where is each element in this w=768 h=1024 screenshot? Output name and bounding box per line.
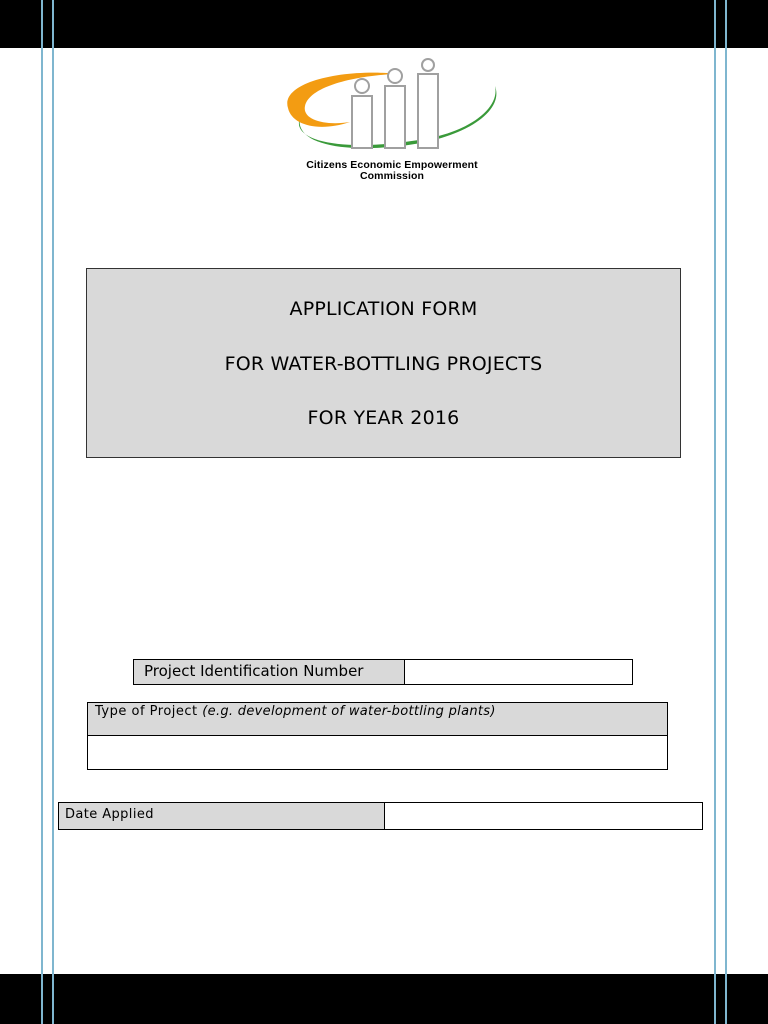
left-margin-line-inner [52, 0, 54, 1024]
date-applied-label: Date Applied [59, 803, 385, 829]
type-of-project-header [88, 703, 667, 736]
logo-caption-line1: Citizens Economic Empowerment [306, 159, 478, 171]
type-of-project-hint: (e.g. development of water-bottling plants) [202, 704, 496, 719]
logo-caption-line2: Commission [359, 170, 424, 182]
date-applied-field[interactable] [385, 803, 702, 829]
title-line-3: FOR YEAR 2016 [307, 407, 460, 429]
logo-caption [268, 160, 516, 182]
title-line-1: APPLICATION FORM [289, 298, 478, 320]
project-id-row [133, 659, 633, 685]
type-of-project-field[interactable] [88, 736, 667, 769]
form-title-box [86, 268, 681, 458]
title-line-2: FOR WATER-BOTTLING PROJECTS [224, 353, 543, 375]
project-id-label: Project Identification Number [133, 659, 405, 685]
left-margin-line-outer [41, 0, 43, 1024]
project-id-field[interactable] [405, 659, 633, 685]
right-margin-line-outer [725, 0, 727, 1024]
right-margin-line-inner [714, 0, 716, 1024]
date-applied-row [58, 802, 703, 830]
type-of-project-label: Type of Project [95, 704, 198, 719]
top-black-bar [0, 0, 768, 48]
type-of-project-box [87, 702, 668, 770]
bottom-black-bar [0, 974, 768, 1024]
